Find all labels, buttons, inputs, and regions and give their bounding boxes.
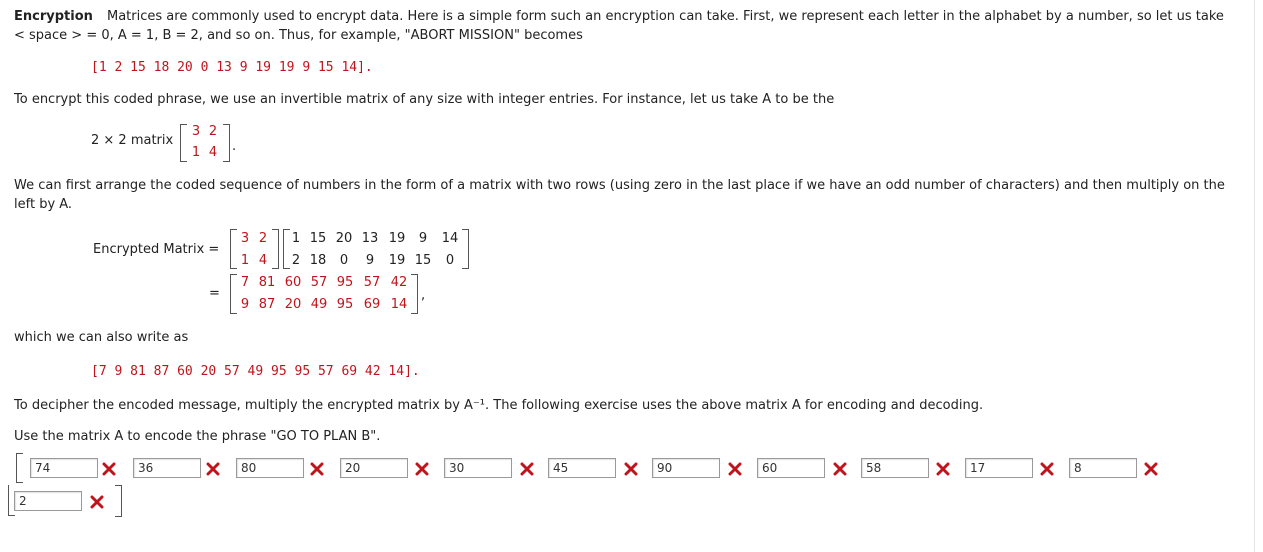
matrix-a-cell: 2 xyxy=(208,124,218,139)
matrix-cell: 14 xyxy=(441,231,459,246)
matrix-a-right-bracket xyxy=(223,124,230,162)
matrix-cell: 14 xyxy=(390,297,408,312)
right-bracket xyxy=(272,229,279,269)
matrix-cell: 7 xyxy=(240,275,250,290)
heading: Encryption xyxy=(14,9,93,24)
incorrect-x-icon xyxy=(90,495,104,509)
matrix-cell: 13 xyxy=(361,231,379,246)
matrix-a-cell: 3 xyxy=(191,124,201,139)
answer-field-8[interactable] xyxy=(757,458,825,478)
incorrect-x-icon xyxy=(310,462,324,476)
arrange-sentence-2: left by A. xyxy=(14,197,73,212)
answer-field-3[interactable] xyxy=(236,458,304,478)
matrix-cell: 0 xyxy=(445,253,455,268)
matrix-cell: 0 xyxy=(339,253,349,268)
matrix-cell: 87 xyxy=(258,297,276,312)
matrix-cell: 60 xyxy=(284,275,302,290)
incorrect-x-icon xyxy=(833,462,847,476)
matrix-cell: 20 xyxy=(335,231,353,246)
incorrect-x-icon xyxy=(1040,462,1054,476)
answer-field-6[interactable] xyxy=(548,458,616,478)
matrix-cell: 19 xyxy=(388,253,406,268)
encrypted-label: Encrypted Matrix = xyxy=(93,242,220,257)
matrix-cell: 2 xyxy=(258,231,268,246)
answer-field-4[interactable] xyxy=(340,458,408,478)
matrix-cell: 2 xyxy=(291,253,301,268)
matrix-cell: 69 xyxy=(363,297,381,312)
incorrect-x-icon xyxy=(415,462,429,476)
right-bracket xyxy=(462,229,469,269)
incorrect-x-icon xyxy=(102,462,116,476)
matrix-cell: 49 xyxy=(310,297,328,312)
matrix-a-cell: 4 xyxy=(208,145,218,160)
answer-field-9[interactable] xyxy=(861,458,929,478)
answer-field-5[interactable] xyxy=(444,458,512,478)
matrix-cell: 19 xyxy=(388,231,406,246)
matrix-cell: 57 xyxy=(363,275,381,290)
matrix-cell: 42 xyxy=(390,275,408,290)
right-bracket xyxy=(411,274,418,314)
answer-field-10[interactable] xyxy=(965,458,1033,478)
exercise-prompt: Use the matrix A to encode the phrase "GO TO PLAN B". xyxy=(14,429,381,444)
matrix-a-cell: 1 xyxy=(191,145,201,160)
matrix-cell: 15 xyxy=(414,253,432,268)
answer-left-bracket-top xyxy=(16,453,23,483)
answer-field-11[interactable] xyxy=(1069,458,1137,478)
encrypt-sentence: To encrypt this coded phrase, we use an invertible matrix of any size with integer entries. For instance, let us take A to be the xyxy=(14,92,835,107)
equals-sign: = xyxy=(209,286,220,301)
matrix-cell: 1 xyxy=(291,231,301,246)
also-write-text: which we can also write as xyxy=(14,330,189,345)
matrix-cell: 9 xyxy=(365,253,375,268)
incorrect-x-icon xyxy=(936,462,950,476)
incorrect-x-icon xyxy=(520,462,534,476)
matrix-cell: 20 xyxy=(284,297,302,312)
decipher-sentence: To decipher the encoded message, multiply the encrypted matrix by A⁻¹. The following exercise uses the above matrix A for encoding and decoding. xyxy=(14,398,984,413)
incorrect-x-icon xyxy=(206,462,220,476)
matrix-cell: 15 xyxy=(309,231,327,246)
arrange-sentence-1: We can first arrange the coded sequence of numbers in the form of a matrix with two rows (using zero in the last place if we have an odd number of characters) and then multiply on the xyxy=(14,178,1225,193)
answer-field-7[interactable] xyxy=(652,458,720,478)
matrix-cell: 95 xyxy=(336,275,354,290)
intro-text-1: Matrices are commonly used to encrypt data. Here is a simple form such an encryption can take. First, we represent each letter in the alphabet by a number, so let us take xyxy=(107,9,1224,24)
matrix-cell: 18 xyxy=(309,253,327,268)
matrix-cell: 95 xyxy=(336,297,354,312)
answer-field-1[interactable] xyxy=(30,458,98,478)
coded-sequence: [1 2 15 18 20 0 13 9 19 19 9 15 14]. xyxy=(91,60,373,75)
incorrect-x-icon xyxy=(1144,462,1158,476)
incorrect-x-icon xyxy=(624,462,638,476)
matrix-cell: 9 xyxy=(418,231,428,246)
comma: , xyxy=(421,288,426,303)
answer-right-bracket xyxy=(115,485,122,517)
matrix-cell: 9 xyxy=(240,297,250,312)
matrix-cell: 57 xyxy=(310,275,328,290)
period: . xyxy=(232,139,237,154)
answer-field-12[interactable] xyxy=(14,491,82,511)
encrypted-sequence: [7 9 81 87 60 20 57 49 95 95 57 69 42 14]. xyxy=(91,364,420,379)
answer-field-2[interactable] xyxy=(133,458,201,478)
incorrect-x-icon xyxy=(728,462,742,476)
intro-text-2: < space > = 0, A = 1, B = 2, and so on. Thus, for example, "ABORT MISSION" becomes xyxy=(14,28,583,43)
matrix-cell: 81 xyxy=(258,275,276,290)
matrix-cell: 3 xyxy=(240,231,250,246)
matrix-cell: 1 xyxy=(240,253,250,268)
matrix-label: 2 × 2 matrix xyxy=(91,133,174,148)
matrix-cell: 4 xyxy=(258,253,268,268)
